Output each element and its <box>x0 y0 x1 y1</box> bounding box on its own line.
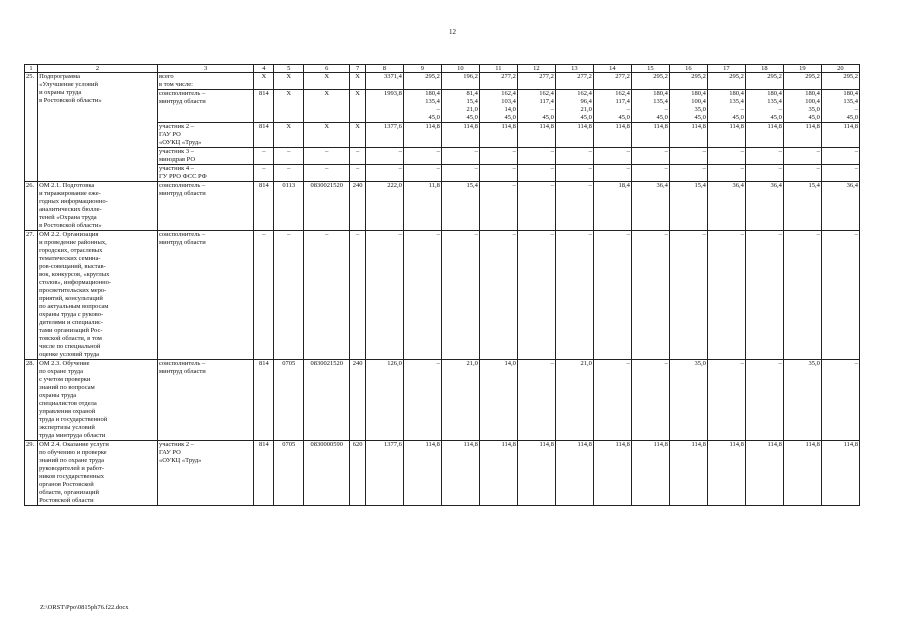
executor-line: минтруд области <box>159 368 206 375</box>
amount-cell: – <box>403 231 441 360</box>
executor-line: минтруд области <box>159 190 206 197</box>
amount-cell: – <box>441 148 479 165</box>
budget-code-cell: X <box>304 73 350 90</box>
measure-name-line: городских, отраслевых <box>39 247 103 254</box>
measure-name-line: специалистов отдела <box>39 400 97 407</box>
amount-cell: 114,8 <box>593 123 631 148</box>
measure-name-line: ОМ 2.3. Обучение <box>39 360 90 367</box>
budget-code-cell: X <box>274 90 304 123</box>
amount-cell: 222,0 <box>365 182 403 231</box>
measure-name-line: управления охраной <box>39 408 96 415</box>
amount-cell: 162,4 103,4 14,0 45,0 <box>479 90 517 123</box>
measure-name-line: числе по специальной <box>39 343 101 350</box>
amount-cell: 114,8 <box>479 123 517 148</box>
budget-code-cell: X <box>350 73 365 90</box>
executor <box>158 182 254 231</box>
amount-cell: 114,8 <box>669 441 707 506</box>
amount-cell: 295,2 <box>403 73 441 90</box>
measure-name-line: и охраны труда <box>39 89 82 96</box>
amount-cell: – <box>517 231 555 360</box>
amount-cell: – <box>631 360 669 441</box>
amount-cell: – <box>403 360 441 441</box>
amount-cell: – <box>441 231 479 360</box>
budget-code-cell: – <box>350 231 365 360</box>
amount-cell: – <box>479 231 517 360</box>
amount-cell: – <box>593 231 631 360</box>
column-number: 6 <box>304 65 350 73</box>
measure-name-line: Подпрограмма <box>39 73 80 80</box>
amount-cell: 114,8 <box>441 123 479 148</box>
measure-name-line: охраны труда с руково- <box>39 311 104 318</box>
measure-name-line: труда минтруда области <box>39 432 106 439</box>
executor-line: минздрав РО <box>159 156 196 163</box>
amount-cell: – <box>821 148 859 165</box>
amount-cell: – <box>821 360 859 441</box>
executor-line: в том числе: <box>159 81 193 88</box>
budget-code-cell: X <box>304 90 350 123</box>
amount-cell: 114,8 <box>745 123 783 148</box>
table-row <box>25 441 860 506</box>
measure-name-line: руководителей и работ- <box>39 465 105 472</box>
budget-code-cell: – <box>254 165 274 182</box>
amount-cell: 114,8 <box>783 123 821 148</box>
executor <box>158 73 254 90</box>
measure-name-line: просветительских меро- <box>39 287 107 294</box>
amount-cell: 277,2 <box>593 73 631 90</box>
measure-name-line: и тиражирование еже- <box>39 190 101 197</box>
budget-code-cell: – <box>274 165 304 182</box>
measure-name-line: по охране труда <box>39 368 83 375</box>
amount-cell: 1993,8 <box>365 90 403 123</box>
measure-name-line: аналитических бюлле- <box>39 206 102 213</box>
table-row <box>25 182 860 231</box>
amount-cell: 36,4 <box>821 182 859 231</box>
amount-cell: – <box>479 182 517 231</box>
budget-code-cell: – <box>350 148 365 165</box>
measure-name-line: товской области, в том <box>39 335 102 342</box>
amount-cell: – <box>365 231 403 360</box>
measure-name-line: ОМ 2.1. Подготовка <box>39 182 95 189</box>
executor-line: минтруд области <box>159 98 206 105</box>
amount-cell: – <box>555 165 593 182</box>
amount-cell: 196,2 <box>441 73 479 90</box>
measure-name-line: тами организаций Рос- <box>39 327 103 334</box>
amount-cell: – <box>783 148 821 165</box>
executor <box>158 441 254 506</box>
executor-line: соисполнитель – <box>159 182 206 189</box>
budget-code-cell: 814 <box>254 123 274 148</box>
amount-cell: – <box>631 165 669 182</box>
row-number: 28. <box>25 360 38 441</box>
measure-name <box>38 441 158 506</box>
budget-code-cell: 814 <box>254 441 274 506</box>
measure-name-line: ров-совещаний, выстав- <box>39 263 106 270</box>
amount-cell: 36,4 <box>707 182 745 231</box>
amount-cell: – <box>517 148 555 165</box>
column-number: 13 <box>555 65 593 73</box>
amount-cell: – <box>441 165 479 182</box>
measure-name-line: охраны труда <box>39 392 77 399</box>
amount-cell: – <box>821 165 859 182</box>
budget-code-cell: – <box>304 148 350 165</box>
amount-cell: – <box>403 148 441 165</box>
amount-cell: – <box>403 165 441 182</box>
executor <box>158 90 254 123</box>
measure-name <box>38 360 158 441</box>
amount-cell: 114,8 <box>631 441 669 506</box>
budget-code-cell: 0705 <box>274 360 304 441</box>
column-number: 8 <box>365 65 403 73</box>
budget-code-cell: 0830021520 <box>304 182 350 231</box>
column-number: 9 <box>403 65 441 73</box>
amount-cell: 114,8 <box>707 441 745 506</box>
executor-line: минтруд области <box>159 239 206 246</box>
executor <box>158 165 254 182</box>
amount-cell: – <box>555 148 593 165</box>
column-number: 5 <box>274 65 304 73</box>
amount-cell: 126,0 <box>365 360 403 441</box>
measure-name-line: Ростовской области <box>39 497 94 504</box>
amount-cell: 114,8 <box>403 123 441 148</box>
amount-cell: – <box>593 360 631 441</box>
amount-cell: 180,4 135,4 – 45,0 <box>707 90 745 123</box>
amount-cell: – <box>593 165 631 182</box>
column-number: 10 <box>441 65 479 73</box>
budget-code-cell: 240 <box>350 182 365 231</box>
measure-name <box>38 231 158 360</box>
amount-cell: – <box>745 231 783 360</box>
column-number: 17 <box>707 65 745 73</box>
amount-cell: 35,0 <box>669 360 707 441</box>
measure-name-line: оценке условий труда <box>39 351 100 358</box>
column-number: 15 <box>631 65 669 73</box>
amount-cell: 180,4 135,4 – 45,0 <box>745 90 783 123</box>
budget-code-cell: 814 <box>254 360 274 441</box>
measure-name-line: знаний по вопросам <box>39 384 95 391</box>
amount-cell: 36,4 <box>631 182 669 231</box>
measure-name-line: и проведение районных, <box>39 239 107 246</box>
amount-cell: 162,4 96,4 21,0 45,0 <box>555 90 593 123</box>
executor-line: участник 4 – <box>159 165 195 172</box>
amount-cell: 36,4 <box>745 182 783 231</box>
executor <box>158 360 254 441</box>
row-number: 25. <box>25 73 38 182</box>
budget-code-cell: – <box>254 231 274 360</box>
amount-cell: 81,4 15,4 21,0 45,0 <box>441 90 479 123</box>
amount-cell: – <box>631 148 669 165</box>
amount-cell: 21,0 <box>441 360 479 441</box>
column-number: 1 <box>25 65 38 73</box>
amount-cell: 11,8 <box>403 182 441 231</box>
measure-name-line: вок, конкурсов, «круглых <box>39 271 110 278</box>
amount-cell: – <box>631 231 669 360</box>
amount-cell: 114,8 <box>821 123 859 148</box>
budget-code-cell: X <box>254 73 274 90</box>
executor-line: «ОУКЦ «Труд» <box>159 139 202 146</box>
amount-cell: 162,4 117,4 – 45,0 <box>517 90 555 123</box>
amount-cell: – <box>745 148 783 165</box>
measure-name-line: области, организаций <box>39 489 99 496</box>
budget-code-cell: – <box>254 148 274 165</box>
executor-line: ГУ РРО ФСС РФ <box>159 173 207 180</box>
column-number: 4 <box>254 65 274 73</box>
amount-cell: – <box>821 231 859 360</box>
column-number: 3 <box>158 65 254 73</box>
amount-cell: – <box>479 148 517 165</box>
executor-line: участник 2 – <box>159 441 195 448</box>
amount-cell: 1377,6 <box>365 123 403 148</box>
amount-cell: 277,2 <box>479 73 517 90</box>
amount-cell: 14,0 <box>479 360 517 441</box>
measure-name-line: столов», информационно- <box>39 279 112 286</box>
budget-code-cell: 814 <box>254 182 274 231</box>
column-number: 7 <box>350 65 365 73</box>
measure-name-line: по актуальным вопросам <box>39 303 109 310</box>
amount-cell: 180,4 100,4 35,0 45,0 <box>783 90 821 123</box>
amount-cell: 35,0 <box>783 360 821 441</box>
measure-name-line: в Ростовской области» <box>39 97 102 104</box>
amount-cell: 114,8 <box>555 441 593 506</box>
measure-name-line: органов Ростовской <box>39 481 94 488</box>
budget-code-cell: 0705 <box>274 441 304 506</box>
budget-code-cell: – <box>304 231 350 360</box>
budget-code-cell: – <box>274 148 304 165</box>
row-number: 29. <box>25 441 38 506</box>
column-number: 2 <box>38 65 158 73</box>
amount-cell: – <box>669 165 707 182</box>
measure-name-line: приятий, консультаций <box>39 295 103 302</box>
executor-line: соисполнитель – <box>159 360 206 367</box>
budget-code-cell: – <box>304 165 350 182</box>
budget-code-cell: X <box>350 123 365 148</box>
file-path-footer: Z:\ORST\Ppo\0815ph76.f22.docx <box>40 604 129 611</box>
executor <box>158 123 254 148</box>
table-row <box>25 231 860 360</box>
measure-name-line: теней «Охрана труда <box>39 214 97 221</box>
measure-name-line: с учетом проверки <box>39 376 91 383</box>
budget-code-cell: – <box>350 165 365 182</box>
amount-cell: 295,2 <box>631 73 669 90</box>
amount-cell: – <box>517 360 555 441</box>
measure-name-line: тематических семина- <box>39 255 101 262</box>
amount-cell: 114,8 <box>783 441 821 506</box>
amount-cell: – <box>669 231 707 360</box>
amount-cell: – <box>555 182 593 231</box>
amount-cell: 114,8 <box>479 441 517 506</box>
executor-line: ГАУ РО <box>159 449 181 456</box>
budget-code-cell: 0830021520 <box>304 360 350 441</box>
amount-cell: 114,8 <box>517 123 555 148</box>
amount-cell: 114,8 <box>555 123 593 148</box>
budget-code-cell: X <box>274 123 304 148</box>
amount-cell: 15,4 <box>669 182 707 231</box>
executor-line: соисполнитель – <box>159 231 206 238</box>
amount-cell: 277,2 <box>517 73 555 90</box>
amount-cell: 114,8 <box>707 123 745 148</box>
amount-cell: 180,4 100,4 35,0 45,0 <box>669 90 707 123</box>
measure-name-line: «Улучшение условий <box>39 81 98 88</box>
amount-cell: 114,8 <box>441 441 479 506</box>
amount-cell: 114,8 <box>631 123 669 148</box>
budget-code-cell: – <box>274 231 304 360</box>
amount-cell: 180,4 135,4 – 45,0 <box>403 90 441 123</box>
amount-cell: – <box>365 165 403 182</box>
measure-name <box>38 73 158 182</box>
amount-cell: – <box>745 360 783 441</box>
amount-cell: – <box>479 165 517 182</box>
amount-cell: – <box>707 165 745 182</box>
measure-name-line: экспертизы условий <box>39 424 95 431</box>
measure-name-line: знаний по охране труда <box>39 457 104 464</box>
column-number: 14 <box>593 65 631 73</box>
executor-line: участник 3 – <box>159 148 195 155</box>
column-number: 16 <box>669 65 707 73</box>
amount-cell: 295,2 <box>707 73 745 90</box>
measure-name-line: годных информационно- <box>39 198 108 205</box>
table-row <box>25 360 860 441</box>
amount-cell: – <box>707 360 745 441</box>
executor-line: соисполнитель – <box>159 90 206 97</box>
column-number: 18 <box>745 65 783 73</box>
executor <box>158 231 254 360</box>
row-number: 27. <box>25 231 38 360</box>
budget-code-cell: 0113 <box>274 182 304 231</box>
executor-line: ГАУ РО <box>159 131 181 138</box>
row-number: 26. <box>25 182 38 231</box>
budget-table <box>24 64 860 506</box>
amount-cell: 295,2 <box>669 73 707 90</box>
budget-code-cell: X <box>304 123 350 148</box>
amount-cell: 180,4 135,4 – 45,0 <box>631 90 669 123</box>
amount-cell: 18,4 <box>593 182 631 231</box>
amount-cell: – <box>365 148 403 165</box>
budget-code-cell: 814 <box>254 90 274 123</box>
amount-cell: 180,4 135,4 – 45,0 <box>821 90 859 123</box>
table-row <box>25 73 860 90</box>
executor-line: участник 2 – <box>159 123 195 130</box>
column-number: 11 <box>479 65 517 73</box>
executor-line: «ОУКЦ «Труд» <box>159 457 202 464</box>
amount-cell: – <box>707 148 745 165</box>
amount-cell: 295,2 <box>783 73 821 90</box>
amount-cell: 114,8 <box>403 441 441 506</box>
page-number: 12 <box>449 28 456 36</box>
budget-code-cell: 0830000590 <box>304 441 350 506</box>
budget-code-cell: 620 <box>350 441 365 506</box>
amount-cell: 295,2 <box>745 73 783 90</box>
measure-name-line: ОМ 2.2. Организация <box>39 231 99 238</box>
amount-cell: – <box>745 165 783 182</box>
measure-name-line: дителями и специалис- <box>39 319 104 326</box>
measure-name-line: ников государственных <box>39 473 105 480</box>
amount-cell: – <box>783 231 821 360</box>
amount-cell: 295,2 <box>821 73 859 90</box>
amount-cell: 15,4 <box>783 182 821 231</box>
amount-cell: 15,4 <box>441 182 479 231</box>
amount-cell: – <box>517 165 555 182</box>
amount-cell: – <box>783 165 821 182</box>
amount-cell: – <box>555 231 593 360</box>
budget-code-cell: 240 <box>350 360 365 441</box>
column-number: 12 <box>517 65 555 73</box>
amount-cell: 114,8 <box>517 441 555 506</box>
amount-cell: 277,2 <box>555 73 593 90</box>
amount-cell: 162,4 117,4 – 45,0 <box>593 90 631 123</box>
amount-cell: 114,8 <box>669 123 707 148</box>
budget-code-cell: X <box>350 90 365 123</box>
header-row <box>25 65 860 73</box>
amount-cell: – <box>669 148 707 165</box>
budget-code-cell: X <box>274 73 304 90</box>
measure-name <box>38 182 158 231</box>
column-number: 20 <box>821 65 859 73</box>
amount-cell: 1377,6 <box>365 441 403 506</box>
measure-name-line: труда и государственной <box>39 416 108 423</box>
measure-name-line: по обучению и проверке <box>39 449 107 456</box>
executor <box>158 148 254 165</box>
column-number: 19 <box>783 65 821 73</box>
amount-cell: 21,0 <box>555 360 593 441</box>
measure-name-line: ОМ 2.4. Оказание услуги <box>39 441 109 448</box>
amount-cell: 3371,4 <box>365 73 403 90</box>
amount-cell: 114,8 <box>745 441 783 506</box>
executor-line: всего <box>159 73 174 80</box>
measure-name-line: в Ростовской области» <box>39 222 102 229</box>
amount-cell: – <box>593 148 631 165</box>
amount-cell: – <box>517 182 555 231</box>
amount-cell: 114,8 <box>593 441 631 506</box>
amount-cell: – <box>707 231 745 360</box>
amount-cell: 114,8 <box>821 441 859 506</box>
